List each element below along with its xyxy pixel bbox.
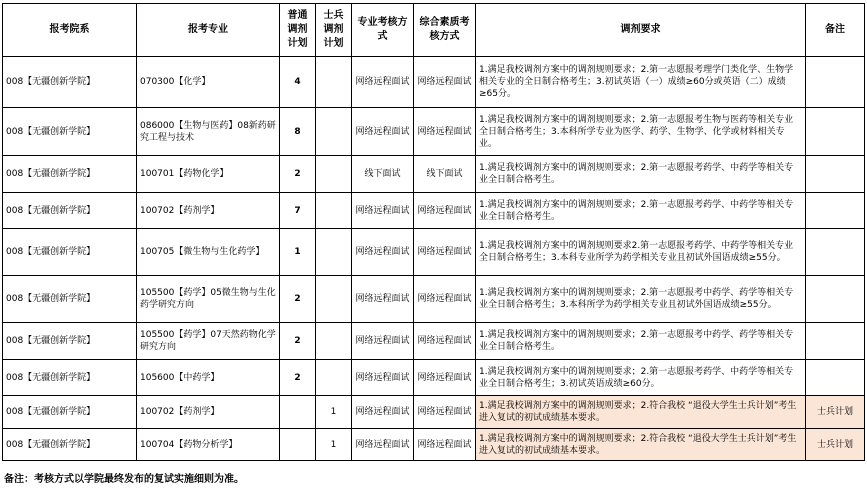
cell-overall-exam: 网络远程面试: [414, 108, 476, 156]
cell-requirements: 1.满足我校调剂方案中的调剂规则要求；2.第一志愿报考理学门类化学、生物学相关专业的全日制合格考生；3.初试英语（一）成绩≥60分或英语（二）成绩≥65分。: [476, 57, 806, 108]
cell-major: 105500【药学】07天然药物化学研究方向: [137, 323, 280, 360]
cell-major: 070300【化学】: [137, 57, 280, 108]
cell-major: 100705【微生物与生化药学】: [137, 229, 280, 276]
table-row: [3, 156, 865, 193]
cell-college: 008【无疆创新学院】: [3, 229, 137, 276]
cell-soldier-plan: [316, 57, 352, 108]
cell-major: 100702【药剂学】: [137, 193, 280, 229]
cell-college: 008【无疆创新学院】: [3, 57, 137, 108]
header-row: [3, 4, 865, 57]
header-overall-exam: 综合素质考核方式: [414, 4, 476, 57]
cell-note: [806, 193, 865, 229]
cell-general-plan: 8: [280, 108, 316, 156]
cell-requirements: 1.满足我校调剂方案中的调剂规则要求；2.符合我校 “退役大学生士兵计划”考生进入复试的初试成绩基本要求。: [476, 396, 806, 429]
cell-major: 100704【药物分析学】: [137, 429, 280, 461]
cell-note: [806, 323, 865, 360]
cell-requirements: 1.满足我校调剂方案中的调剂规则要求；2.第一志愿报考药学、中药学等相关专业全日制合格考生；3.初试英语成绩≥60分。: [476, 360, 806, 396]
header-major: 报考专业: [137, 4, 280, 57]
cell-soldier-plan: [316, 360, 352, 396]
cell-general-plan: 4: [280, 57, 316, 108]
cell-major-exam: 网络远程面试: [352, 396, 414, 429]
cell-note: [806, 360, 865, 396]
cell-requirements: 1.满足我校调剂方案中的调剂规则要求；2.符合我校 “退役大学生士兵计划”考生进入复试的初试成绩基本要求。: [476, 429, 806, 461]
cell-major-exam: 网络远程面试: [352, 57, 414, 108]
cell-general-plan: 1: [280, 229, 316, 276]
cell-soldier-plan: 1: [316, 429, 352, 461]
cell-note: [806, 57, 865, 108]
cell-college: 008【无疆创新学院】: [3, 276, 137, 323]
cell-major-exam: 线下面试: [352, 156, 414, 193]
cell-major: 105600【中药学】: [137, 360, 280, 396]
table-row: [3, 229, 865, 276]
cell-major-exam: 网络远程面试: [352, 108, 414, 156]
cell-requirements: 1.满足我校调剂方案中的调剂规则要求；2.第一志愿报考中药学、药学等相关专业全日制合格考生。: [476, 323, 806, 360]
cell-note: [806, 276, 865, 323]
cell-overall-exam: 网络远程面试: [414, 429, 476, 461]
table-row: [3, 323, 865, 360]
cell-general-plan: 2: [280, 323, 316, 360]
cell-general-plan: 2: [280, 360, 316, 396]
cell-college: 008【无疆创新学院】: [3, 429, 137, 461]
cell-general-plan: [280, 429, 316, 461]
cell-major-exam: 网络远程面试: [352, 323, 414, 360]
cell-soldier-plan: [316, 156, 352, 193]
cell-note: [806, 156, 865, 193]
cell-major: 086000【生物与医药】08新药研究工程与技术: [137, 108, 280, 156]
cell-overall-exam: 网络远程面试: [414, 193, 476, 229]
cell-college: 008【无疆创新学院】: [3, 156, 137, 193]
cell-general-plan: 7: [280, 193, 316, 229]
cell-soldier-plan: [316, 229, 352, 276]
cell-note: [806, 229, 865, 276]
cell-soldier-plan: [316, 276, 352, 323]
cell-overall-exam: 网络远程面试: [414, 396, 476, 429]
table-row: [3, 57, 865, 108]
header-notes: 备注: [806, 4, 865, 57]
cell-soldier-plan: [316, 108, 352, 156]
cell-major-exam: 网络远程面试: [352, 276, 414, 323]
cell-requirements: 1.满足我校调剂方案中的调剂规则要求；2.第一志愿报考生物与医药等相关专业全日制合格考生；3.本科所学专业为医学、药学、生物学、化学或材料相关专业。: [476, 108, 806, 156]
cell-overall-exam: 线下面试: [414, 156, 476, 193]
cell-note: [806, 108, 865, 156]
cell-overall-exam: 网络远程面试: [414, 323, 476, 360]
cell-college: 008【无疆创新学院】: [3, 108, 137, 156]
cell-general-plan: [280, 396, 316, 429]
cell-overall-exam: 网络远程面试: [414, 360, 476, 396]
cell-major: 105500【药学】05微生物与生化药学研究方向: [137, 276, 280, 323]
cell-requirements: 1.满足我校调剂方案中的调剂规则要求2.第一志愿报考药学、中药学等相关专业全日制合格考生；3.本科专业所学为药学相关专业且初试外国语成绩≥55分。: [476, 229, 806, 276]
header-major-exam: 专业考核方式: [352, 4, 414, 57]
cell-major: 100702【药剂学】: [137, 396, 280, 429]
table-row: [3, 193, 865, 229]
header-requirements: 调剂要求: [476, 4, 806, 57]
table-row: [3, 429, 865, 461]
cell-requirements: 1.满足我校调剂方案中的调剂规则要求；2.第一志愿报考药学、中药学等相关专业全日制合格考生。: [476, 156, 806, 193]
cell-major-exam: 网络远程面试: [352, 360, 414, 396]
cell-college: 008【无疆创新学院】: [3, 396, 137, 429]
cell-requirements: 1.满足我校调剂方案中的调剂规则要求；2.第一志愿报考中药学、药学等相关专业全日制合格考生；3.本科所学为药学相关专业且初试外国语成绩≥55分。: [476, 276, 806, 323]
cell-note: 士兵计划: [806, 429, 865, 461]
cell-general-plan: 2: [280, 276, 316, 323]
cell-major-exam: 网络远程面试: [352, 429, 414, 461]
table-row: [3, 108, 865, 156]
cell-soldier-plan: 1: [316, 396, 352, 429]
header-general-plan: 普通调剂计划: [280, 4, 316, 57]
cell-college: 008【无疆创新学院】: [3, 360, 137, 396]
table-row: [3, 360, 865, 396]
cell-overall-exam: 网络远程面试: [414, 229, 476, 276]
table-row: [3, 276, 865, 323]
cell-major-exam: 网络远程面试: [352, 193, 414, 229]
cell-college: 008【无疆创新学院】: [3, 193, 137, 229]
cell-overall-exam: 网络远程面试: [414, 276, 476, 323]
table-row: [3, 396, 865, 429]
cell-college: 008【无疆创新学院】: [3, 323, 137, 360]
cell-note: 士兵计划: [806, 396, 865, 429]
header-soldier-plan: 士兵调剂计划: [316, 4, 352, 57]
cell-major-exam: 网络远程面试: [352, 229, 414, 276]
adjustment-table: [2, 3, 865, 461]
cell-soldier-plan: [316, 323, 352, 360]
cell-major: 100701【药物化学】: [137, 156, 280, 193]
cell-requirements: 1.满足我校调剂方案中的调剂规则要求；2.第一志愿报考药学、中药学等相关专业全日制合格考生。: [476, 193, 806, 229]
cell-soldier-plan: [316, 193, 352, 229]
header-college: 报考院系: [3, 4, 137, 57]
cell-overall-exam: 网络远程面试: [414, 57, 476, 108]
cell-general-plan: 2: [280, 156, 316, 193]
footnote: 备注：考核方式以学院最终发布的复试实施细则为准。: [4, 474, 244, 485]
